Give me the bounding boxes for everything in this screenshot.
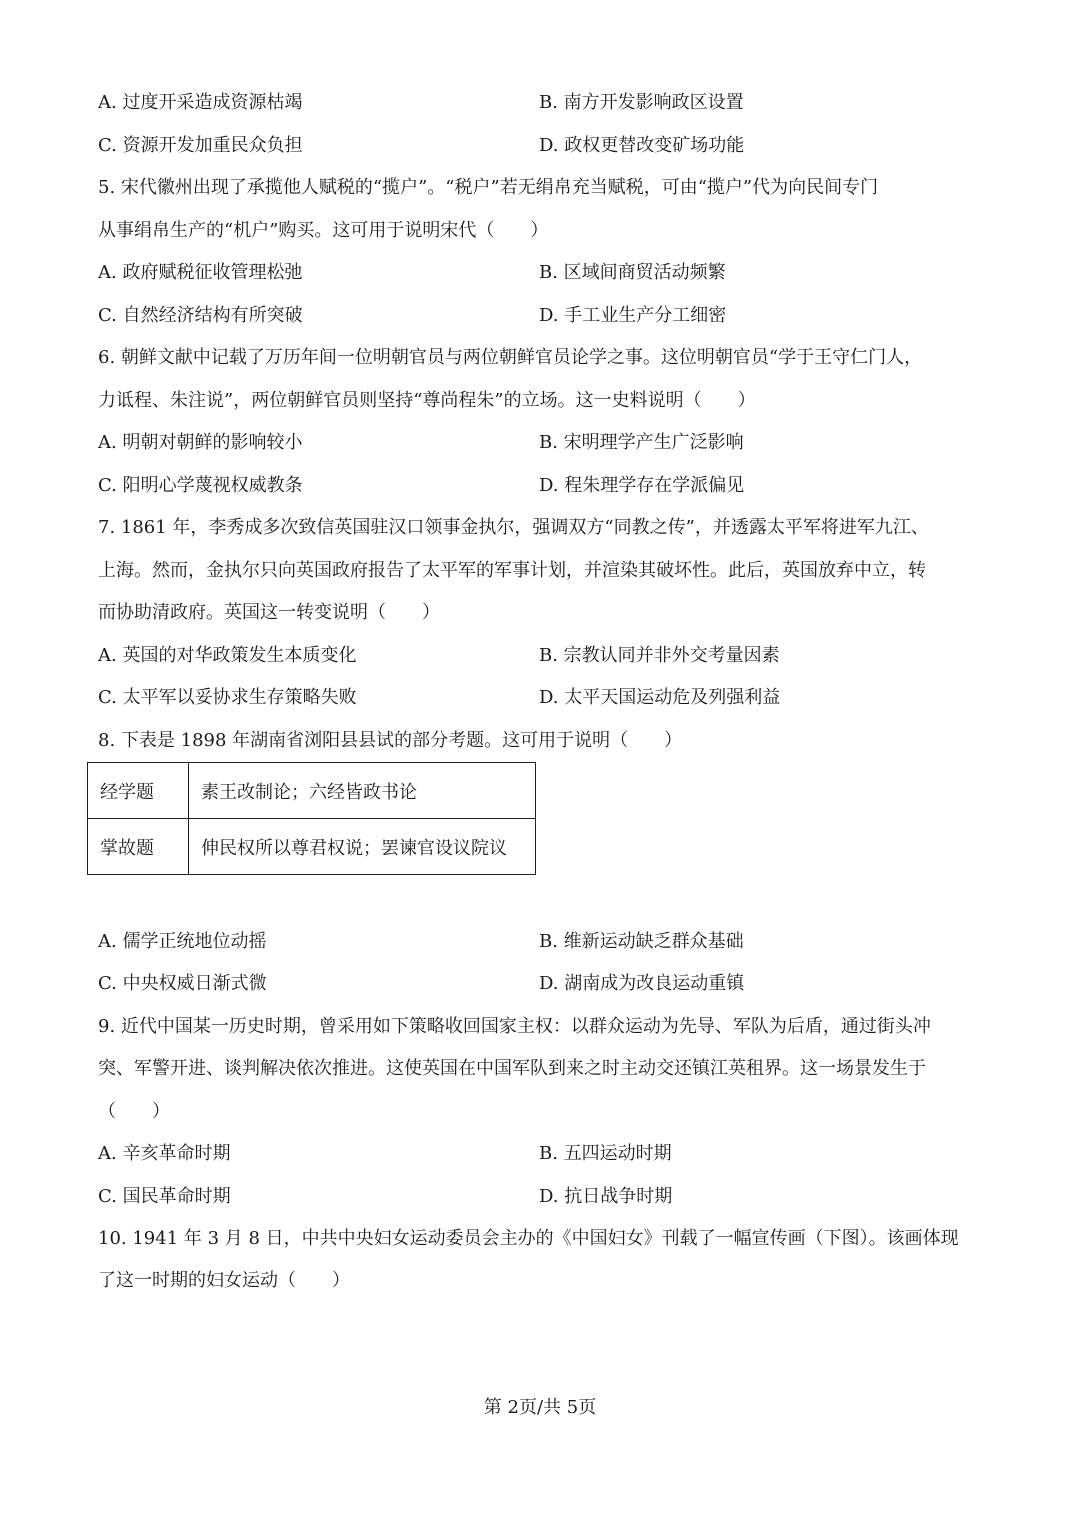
table-cell-category: 掌故题 [88,819,189,875]
q8-option-b[interactable]: B. 维新运动缺乏群众基础 [539,931,744,952]
q5-stem-line: 从事绢帛生产的“机户”购买。这可用于说明宋代（ ） [98,220,549,241]
q8-option-d[interactable]: D. 湖南成为改良运动重镇 [539,973,745,994]
q9-option-a[interactable]: A. 辛亥革命时期 [98,1143,231,1164]
q4-option-a[interactable]: A. 过度开采造成资源枯竭 [98,92,303,113]
table-cell-category: 经学题 [88,763,189,819]
q6-stem-line: 力诋程、朱注说”，两位朝鲜官员则坚持“尊尚程朱”的立场。这一史料说明（ ） [98,390,756,411]
q6-option-d[interactable]: D. 程朱理学存在学派偏见 [539,475,745,496]
q5-option-d[interactable]: D. 手工业生产分工细密 [539,305,727,326]
q7-option-d[interactable]: D. 太平天国运动危及列强利益 [539,687,781,708]
q5-option-c[interactable]: C. 自然经济结构有所突破 [98,305,303,326]
q7-option-a[interactable]: A. 英国的对华政策发生本质变化 [98,645,357,666]
table-row [88,763,536,819]
q8-option-a[interactable]: A. 儒学正统地位动摇 [98,931,267,952]
q5-stem-line: 5. 宋代徽州出现了承揽他人赋税的“揽户”。“税户”若无绢帛充当赋税，可由“揽户”代为向民间专门 [98,177,879,198]
q9-stem-line: 突、军警开进、谈判解决依次推进。这使英国在中国军队到来之时主动交还镇江英租界。这一场景发生于 [98,1058,926,1079]
q8-stem-line: 8. 下表是 1898 年湖南省浏阳县县试的部分考题。这可用于说明（ ） [98,730,683,751]
q7-stem-line: 而协助清政府。英国这一转变说明（ ） [98,602,440,623]
q6-option-c[interactable]: C. 阳明心学蔑视权威教条 [98,475,303,496]
q9-option-d[interactable]: D. 抗日战争时期 [539,1186,673,1207]
q9-option-b[interactable]: B. 五四运动时期 [539,1143,672,1164]
table-row [88,819,536,875]
q4-option-d[interactable]: D. 政权更替改变矿场功能 [539,135,745,156]
q9-option-c[interactable]: C. 国民革命时期 [98,1186,231,1207]
q6-option-a[interactable]: A. 明朝对朝鲜的影响较小 [98,432,303,453]
q4-option-c[interactable]: C. 资源开发加重民众负担 [98,135,303,156]
exam-questions-table [87,762,536,875]
q7-option-b[interactable]: B. 宗教认同并非外交考量因素 [539,645,780,666]
q7-option-c[interactable]: C. 太平军以妥协求生存策略失败 [98,687,357,708]
page-number: 第 2页/共 5页 [483,1397,597,1418]
q8-option-c[interactable]: C. 中央权威日渐式微 [98,973,267,994]
q9-stem-line: 9. 近代中国某一历史时期，曾采用如下策略收回国家主权：以群众运动为先导、军队为后盾，通过街头冲 [98,1016,931,1037]
q5-option-b[interactable]: B. 区域间商贸活动频繁 [539,262,726,283]
q6-stem-line: 6. 朝鲜文献中记载了万历年间一位明朝官员与两位朝鲜官员论学之事。这位明朝官员“学于王守仁门人， [98,347,923,368]
q10-stem-line: 10. 1941 年 3 月 8 日，中共中央妇女运动委员会主办的《中国妇女》刊载了一幅宣传画（下图）。该画体现 [98,1228,959,1249]
q9-stem-line: （ ） [98,1101,170,1122]
table-cell-topics: 素王改制论；六经皆政书论 [189,763,536,819]
q10-stem-line: 了这一时期的妇女运动（ ） [98,1270,350,1291]
table-cell-topics: 伸民权所以尊君权说；罢谏官设议院议 [189,819,536,875]
q7-stem-line: 上海。然而，金执尔只向英国政府报告了太平军的军事计划，并渲染其破坏性。此后，英国放弃中立，转 [98,560,926,581]
q5-option-a[interactable]: A. 政府赋税征收管理松弛 [98,262,303,283]
q4-option-b[interactable]: B. 南方开发影响政区设置 [539,92,744,113]
q6-option-b[interactable]: B. 宋明理学产生广泛影响 [539,432,744,453]
q7-stem-line: 7. 1861 年，李秀成多次致信英国驻汉口领事金执尔，强调双方“同教之传”，并透露太平军将进军九江、 [98,517,929,538]
